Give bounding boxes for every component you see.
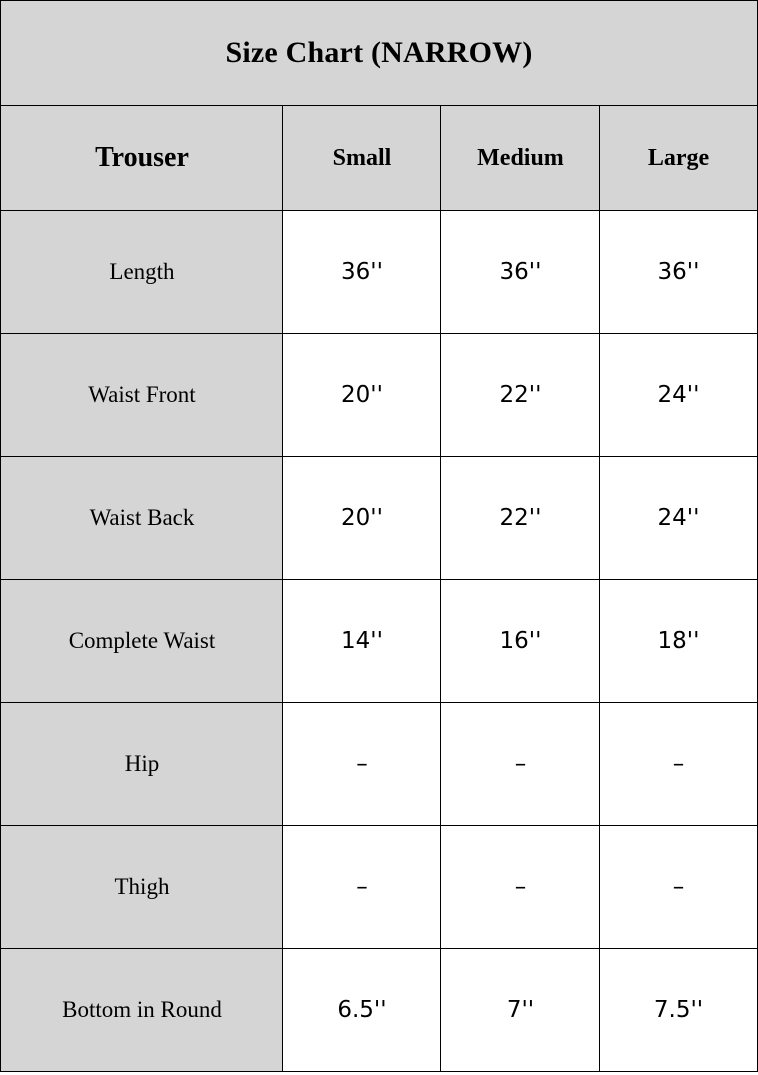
row-value-large: 24'' — [600, 457, 757, 580]
row-label: Complete Waist — [1, 580, 283, 703]
row-label: Length — [1, 211, 283, 334]
row-value-small: – — [283, 826, 441, 949]
row-value-medium: – — [441, 703, 600, 826]
row-value-medium: 22'' — [441, 457, 600, 580]
row-value-large: 24'' — [600, 334, 757, 457]
row-label: Waist Back — [1, 457, 283, 580]
title-row — [1, 1, 757, 106]
header-trouser: Trouser — [1, 106, 283, 211]
row-label: Bottom in Round — [1, 949, 283, 1072]
row-value-medium: 7'' — [441, 949, 600, 1072]
row-value-small: 36'' — [283, 211, 441, 334]
table-row — [1, 211, 757, 334]
row-label: Waist Front — [1, 334, 283, 457]
row-value-medium: 16'' — [441, 580, 600, 703]
row-label: Thigh — [1, 826, 283, 949]
table-row — [1, 703, 757, 826]
row-value-large: 18'' — [600, 580, 757, 703]
table-row — [1, 949, 757, 1072]
table-row — [1, 580, 757, 703]
row-value-small: 6.5'' — [283, 949, 441, 1072]
row-value-large: 36'' — [600, 211, 757, 334]
row-value-small: 20'' — [283, 457, 441, 580]
row-value-small: – — [283, 703, 441, 826]
row-value-medium: 22'' — [441, 334, 600, 457]
row-value-large: – — [600, 703, 757, 826]
row-value-small: 20'' — [283, 334, 441, 457]
chart-title: Size Chart (NARROW) — [1, 1, 757, 106]
row-label: Hip — [1, 703, 283, 826]
table-row — [1, 334, 757, 457]
row-value-large: – — [600, 826, 757, 949]
header-row — [1, 106, 757, 211]
row-value-medium: 36'' — [441, 211, 600, 334]
row-value-medium: – — [441, 826, 600, 949]
row-value-small: 14'' — [283, 580, 441, 703]
header-small: Small — [283, 106, 441, 211]
header-large: Large — [600, 106, 757, 211]
table-row — [1, 826, 757, 949]
header-medium: Medium — [441, 106, 600, 211]
table-row — [1, 457, 757, 580]
row-value-large: 7.5'' — [600, 949, 757, 1072]
